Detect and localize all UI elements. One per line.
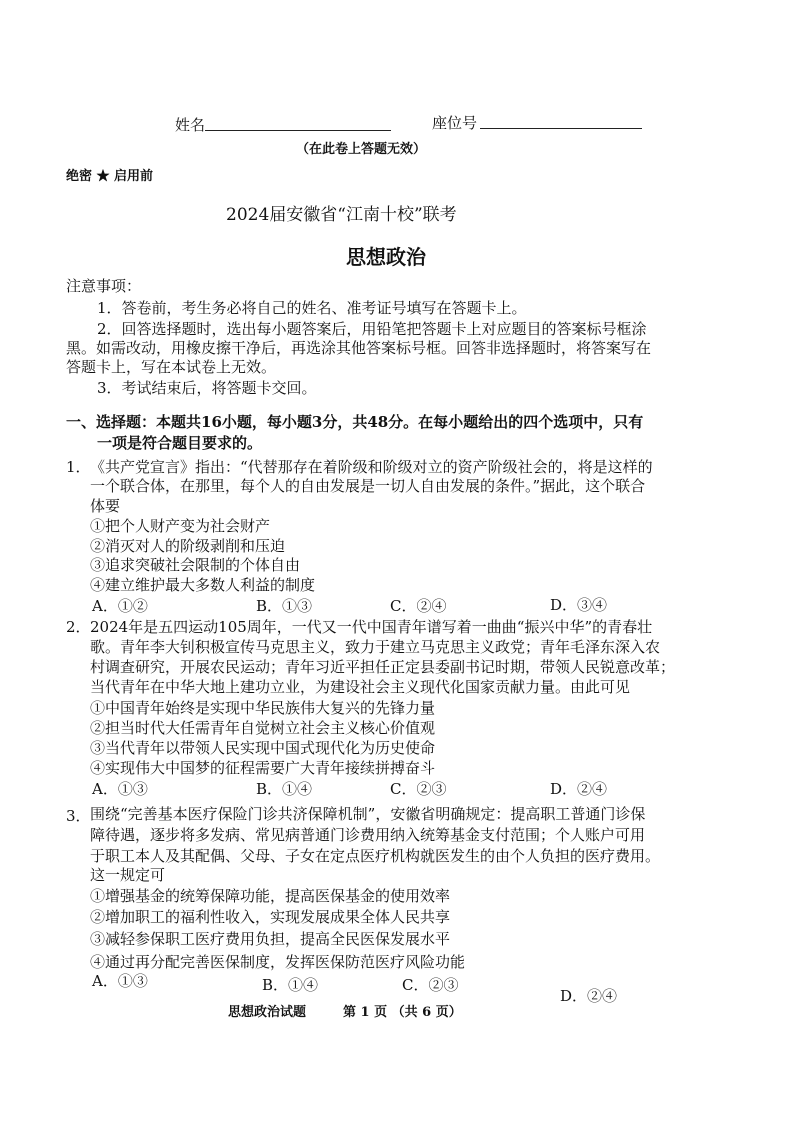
q1-option-a: A．①② [92,597,148,615]
name-blank-line [205,130,391,131]
instructions-heading: 注意事项： [66,277,142,295]
q1-statement-3: ③追求突破社会限制的个体自由 [90,556,301,574]
q2-line2: 歌。青年李大钊积极宣传马克思主义，致力于建立马克思主义政党；青年毛泽东深入农 [90,638,661,656]
q1-statement-4: ④建立维护最大多数人利益的制度 [90,576,316,594]
q2-line4: 当代青年在中华大地上建功立业，为建设社会主义现代化国家贡献力量。由此可见 [90,678,631,696]
q1-option-c: C．②④ [390,597,447,615]
instruction-1: 1．答卷前，考生务必将自己的姓名、准考证号填写在答题卡上。 [97,299,527,317]
q2-statement-4: ④实现伟大中国梦的征程需要广大青年接续拼搏奋斗 [90,759,436,777]
q2-line1: 2024年是五四运动105周年，一代又一代中国青年谱写着一曲曲“振兴中华”的青春壮 [90,618,653,636]
footer-page-number: 第 1 页 （共 6 页） [343,1005,462,1020]
q1-statement-2: ②消灭对人的阶级剥削和压迫 [90,537,286,555]
section-heading-line2: 一项是符合题目要求的。 [97,434,263,452]
instruction-2-line3: 答题卡上，写在本试卷上无效。 [66,358,277,376]
q1-line3: 体要 [90,497,121,515]
q3-statement-1: ①增强基金的统筹保障功能，提高医保基金的使用效率 [90,887,451,905]
q3-statement-3: ③减轻参保职工医疗费用负担，提高全民医保发展水平 [90,930,451,948]
q1-statement-1: ①把个人财产变为社会财产 [90,517,271,535]
exam-title: 2024届安徽省“江南十校”联考 [226,205,457,225]
q3-statement-2: ②增加职工的福利性收入，实现发展成果全体人民共享 [90,908,451,926]
footer-subject: 思想政治试题 [228,1005,307,1020]
instruction-2-line2: 黑。如需改动，用橡皮擦干净后，再选涂其他答案标号框。回答非选择题时，将答案写在 [66,339,652,357]
q2-number: 2． [66,618,91,636]
q2-option-b: B．①④ [256,780,313,798]
q3-option-b: B．①④ [262,976,319,994]
q1-number: 1． [66,458,91,476]
q2-statement-2: ②担当时代大任需青年自觉树立社会主义核心价值观 [90,719,436,737]
q3-number: 3． [66,807,91,825]
section-heading-line1: 一、选择题：本题共16小题，每小题3分，共48分。在每小题给出的四个选项中，只有 [66,413,644,431]
seat-blank-line [480,128,642,129]
q2-option-c: C．②③ [390,780,447,798]
q1-option-b: B．①③ [256,597,313,615]
q3-line1: 围绕“完善基本医疗保险门诊共济保障机制”，安徽省明确规定：提高职工普通门诊保 [90,805,646,823]
name-label: 姓名 [175,116,206,134]
instruction-2-line1: 2．回答选择题时，选出每小题答案后，用铅笔把答题卡上对应题目的答案标号框涂 [97,320,647,338]
q2-option-d: D．②④ [550,780,608,798]
q3-line4: 这一规定可 [90,866,166,884]
subject-title: 思想政治 [346,245,426,269]
q1-option-d: D．③④ [550,596,608,614]
q3-line2: 障待遇，逐步将多发病、常见病普通门诊费用纳入统筹基金支付范围；个人账户可用 [90,826,646,844]
seat-label: 座位号 [432,114,478,132]
q3-option-d: D．②④ [560,987,618,1005]
q2-line3: 村调查研究，开展农民运动；青年习近平担任正定县委副书记时期，带领人民锐意改革； [90,658,676,676]
q3-line3: 于职工本人及其配偶、父母、子女在定点医疗机构就医发生的由个人负担的医疗费用。 [90,847,661,865]
q3-option-a: A．①③ [92,972,148,990]
answer-invalid-notice: （在此卷上答题无效） [296,142,427,157]
q3-option-c: C．②③ [402,976,459,994]
instruction-3: 3．考试结束后，将答题卡交回。 [97,379,317,397]
q2-statement-1: ①中国青年始终是实现中华民族伟大复兴的先锋力量 [90,699,436,717]
q3-statement-4: ④通过再分配完善医保制度，发挥医保防范医疗风险功能 [90,953,466,971]
q1-line1: 《共产党宣言》指出：“代替那存在着阶级和阶级对立的资产阶级社会的，将是这样的 [90,458,653,476]
q1-line2: 一个联合体，在那里，每个人的自由发展是一切人自由发展的条件。”据此，这个联合 [90,477,646,495]
q2-statement-3: ③当代青年以带领人民实现中国式现代化为历史使命 [90,739,436,757]
q2-option-a: A．①③ [92,780,148,798]
secret-mark: 绝密 ★ 启用前 [66,169,154,184]
